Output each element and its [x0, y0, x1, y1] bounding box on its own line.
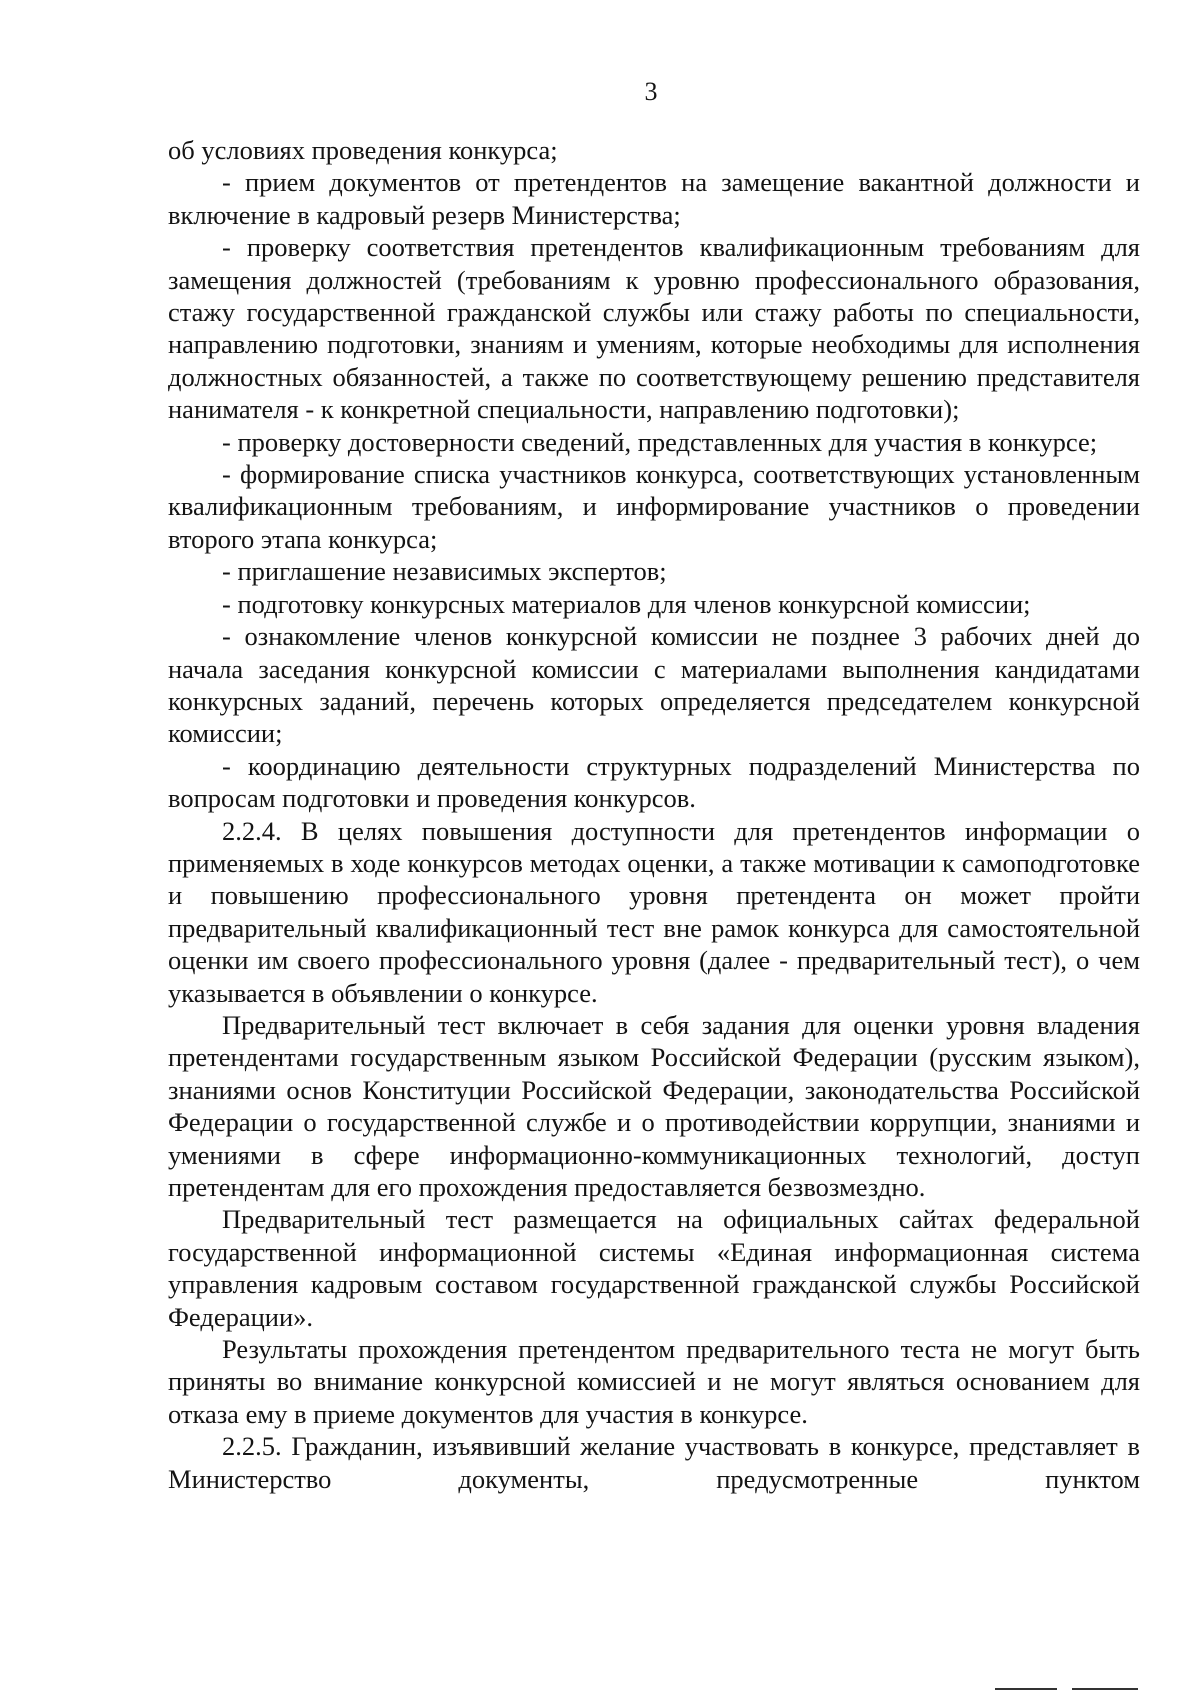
list-item-materials-preparation: - подготовку конкурсных материалов для членов конкурсной комиссии; [222, 588, 1031, 619]
list-item-expert-invitation: - приглашение независимых экспертов; [222, 556, 667, 587]
paragraph-test-results: Результаты прохождения претендентом предварительного теста не могут быть приняты во внимание конкурсной комиссией и не могут являться основанием для отказа ему в приеме документов для участия в конкурсе. [168, 1334, 1140, 1429]
clause-2-2-4: 2.2.4. В целях повышения доступности для претендентов информации о применяемых в ходе конкурсов методах оценки, а также мотивации к самоподготовке и повышению профессионального уровня претендента он может пройти предварительный квалификационный тест вне рамок конкурса для самостоятельной оценки им своего профессионального уровня (далее - предварительный тест), о чем указывается в объявлении о конкурсе. [168, 815, 1140, 1008]
document-body [168, 134, 1140, 1495]
list-item-coordination: - координацию деятельности структурных подразделений Министерства по вопросам подготовки и проведения конкурсов. [168, 750, 1140, 814]
page-number: 3 [644, 77, 658, 106]
list-item-qualification-check: - проверку соответствия претендентов квалификационным требованиям для замещения должностей (требованиям к уровню профессионального образования, стажу государственной гражданской службы или стажу работы по специальности, направлению подготовки, знаниям и умениям, которые необходимы для исполнения должностных обязанностей, а также по соответствующему решению представителя нанимателя - к конкретной специальности, направлению подготовки); [168, 232, 1140, 425]
list-item-participant-list: - формирование списка участников конкурса, соответствующих установленным квалификационным требованиям, и информирование участников о проведении второго этапа конкурса; [168, 459, 1140, 554]
footer-divider-right [1072, 1688, 1138, 1690]
footer-divider-left [995, 1688, 1057, 1690]
paragraph-test-placement: Предварительный тест размещается на официальных сайтах федеральной государственной информационной системы «Единая информационная система управления кадровым составом государственной гражданской службы Российской Федерации». [168, 1204, 1140, 1332]
list-item-familiarization: - ознакомление членов конкурсной комиссии не позднее 3 рабочих дней до начала заседания конкурсной комиссии с материалами выполнения кандидатами конкурсных заданий, перечень которых определяется председателем конкурсной комиссии; [168, 621, 1140, 749]
list-item-document-intake: - прием документов от претендентов на замещение вакантной должности и включение в кадровый резерв Министерства; [168, 167, 1140, 230]
paragraph-test-content: Предварительный тест включает в себя задания для оценки уровня владения претендентами государственным языком Российской Федерации (русским языком), знаниями основ Конституции Российской Федерации, законодательства Российской Федерации о государственной службе и о противодействии коррупции, знаниями и умениями в сфере информационно-коммуникационных технологий, доступ претендентам для его прохождения предоставляется безвозмездно. [168, 1009, 1140, 1202]
list-item-reliability-check: - проверку достоверности сведений, представленных для участия в конкурсе; [222, 426, 1098, 457]
paragraph-continuation: об условиях проведения конкурса; [168, 135, 558, 165]
clause-2-2-5: 2.2.5. Гражданин, изъявивший желание участвовать в конкурсе, представляет в Министерство документы, предусмотренные пунктом [168, 1431, 1140, 1494]
